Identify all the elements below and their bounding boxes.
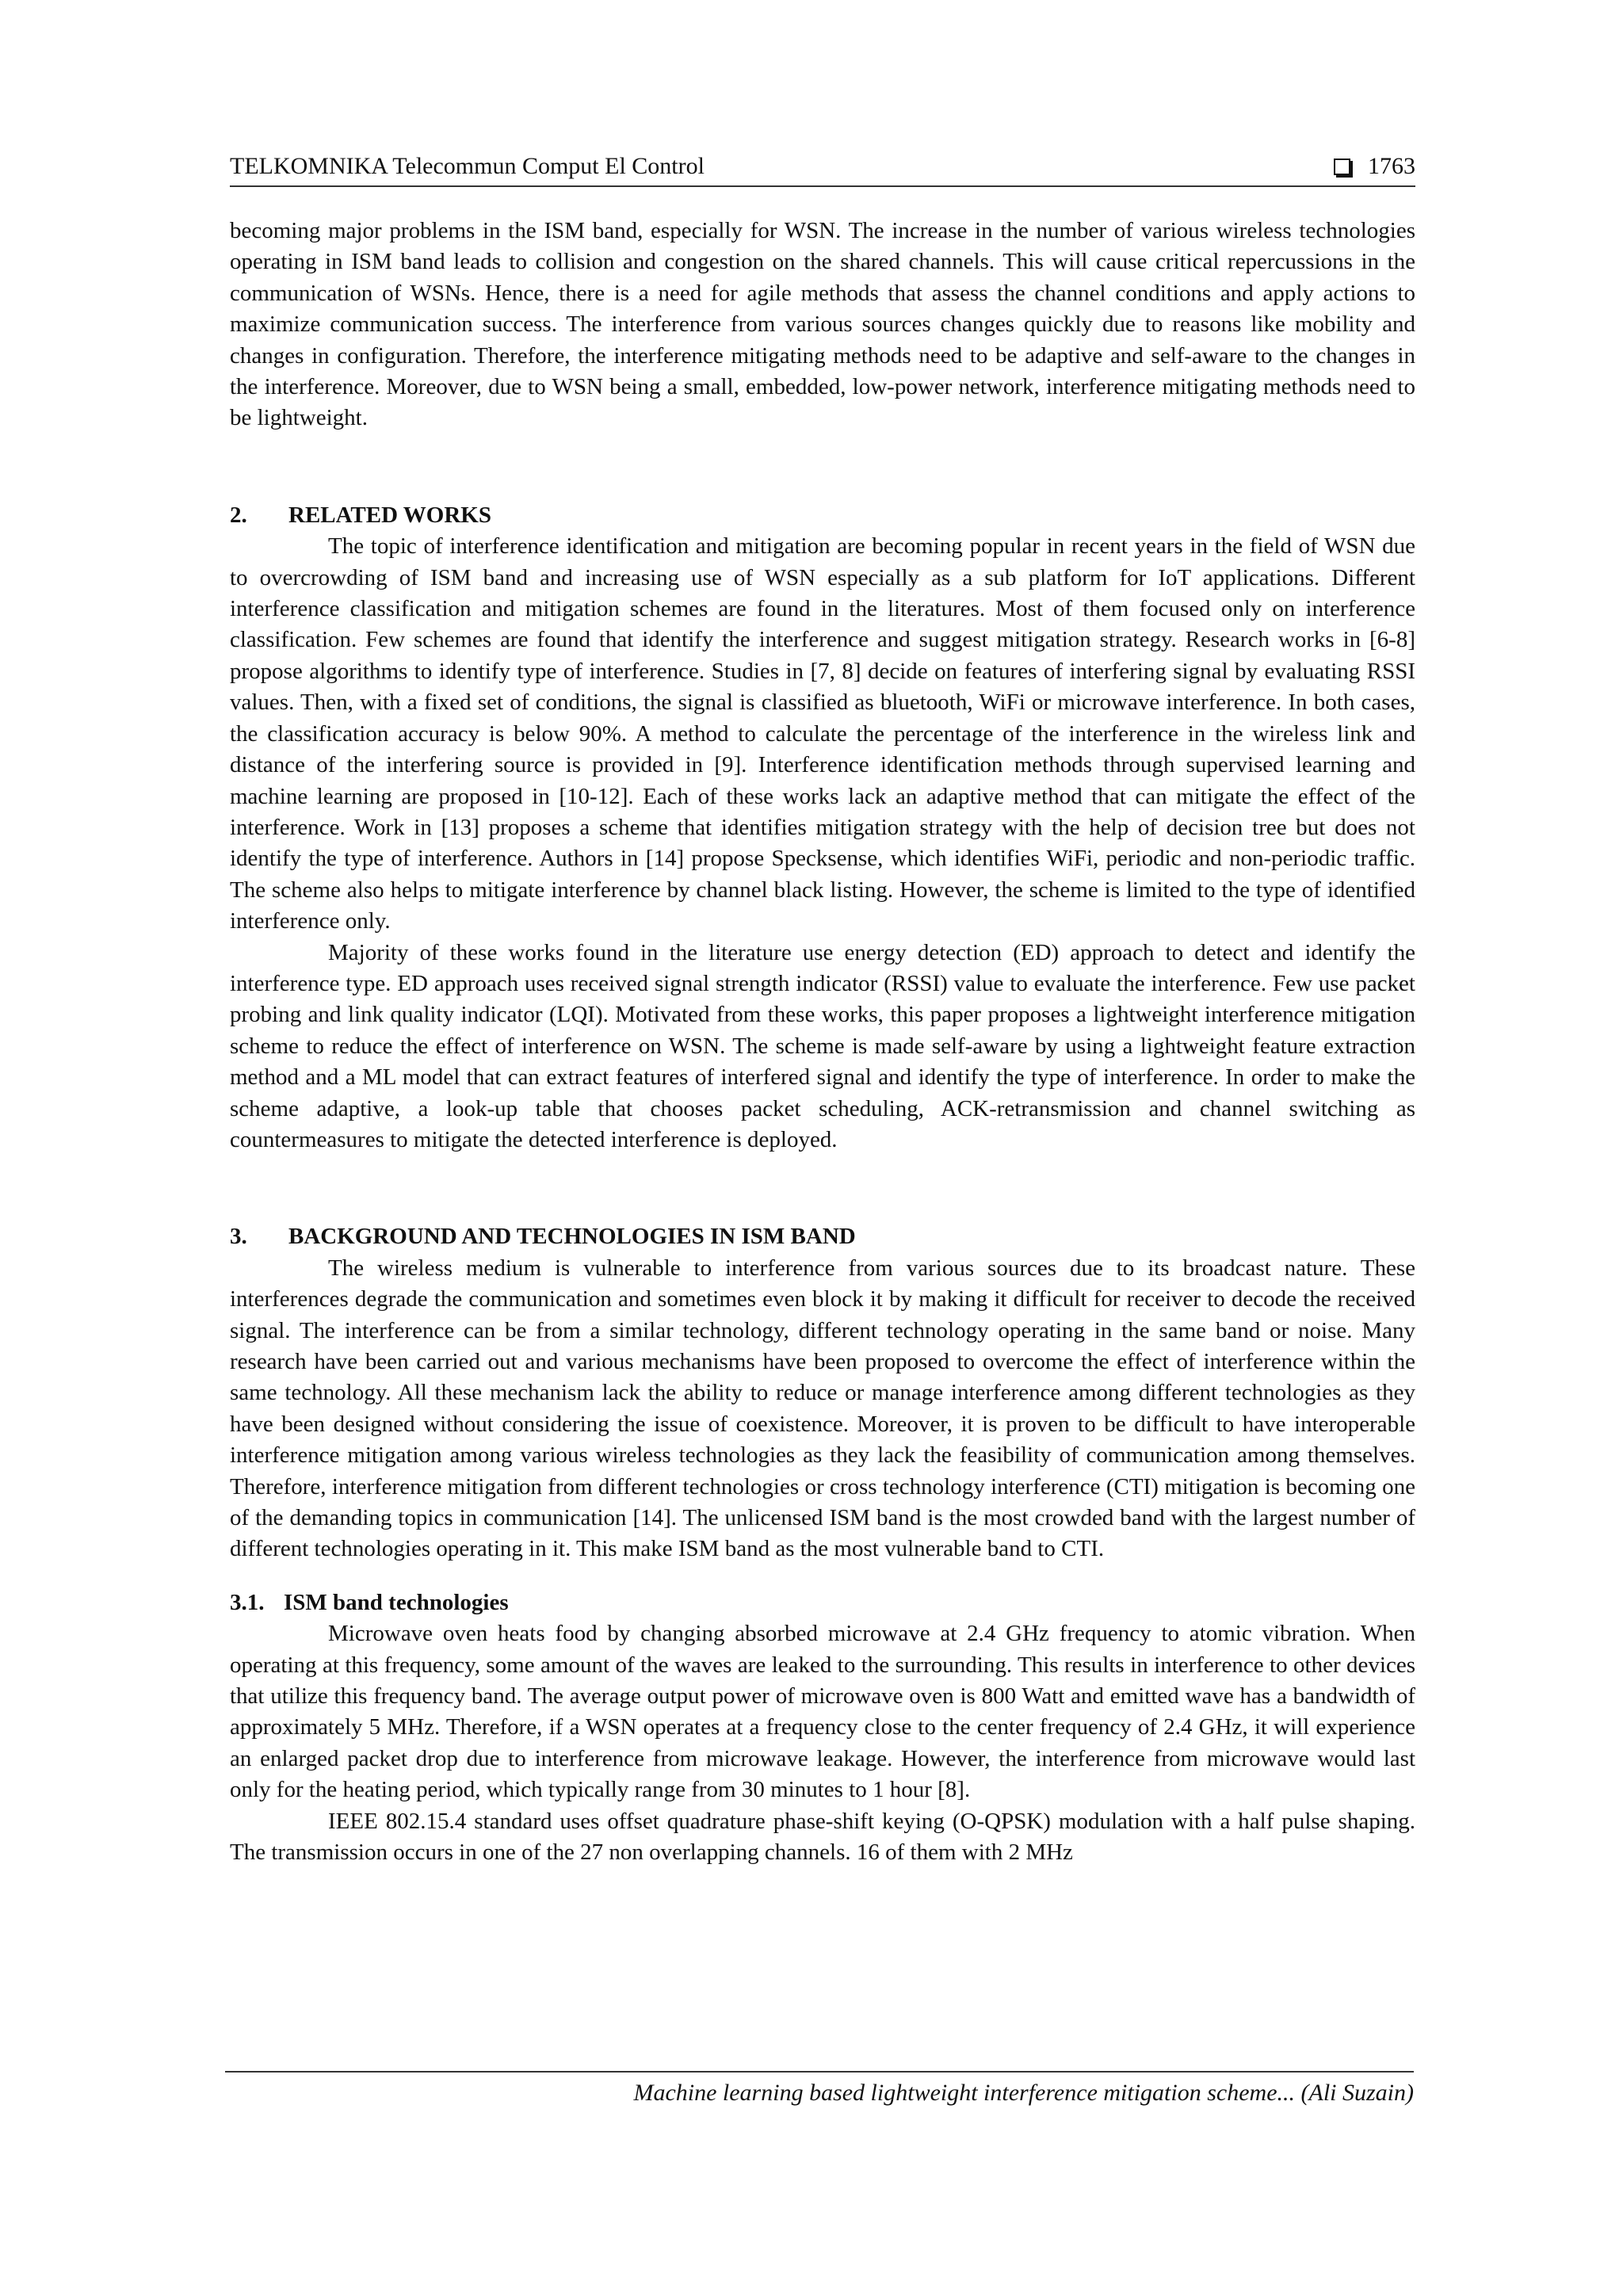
ism-paragraph-1: Microwave oven heats food by changing absorbed microwave at 2.4 GHz frequency to atomic vibration. When operating at this frequency, some amount of the waves are leaked to the surrounding. This results in interference to other devices that utilize this frequency band. The average output power of microwave oven is 800 Watt and emitted wave has a bandwidth of approximately 5 MHz. Therefore, if a WSN operates at a frequency close to the center frequency of 2.4 GHz, it will experience an enlarged packet drop due to interference from microwave leakage. However, the interference from microwave would last only for the heating period, which typically range from 30 minutes to 1 hour [8]. [230,1621,1415,1803]
body-content [230,216,1415,1869]
subsection-spacer [230,1565,1415,1587]
related-works-paragraph-2: Majority of these works found in the literature use energy detection (ED) approach to detect and identify the interference type. ED approach uses received signal strength indicator (RSSI) value to evaluate the interference. Few use packet probing and link quality indicator (LQI). Motivated from these works, this paper proposes a lightweight interference mitigation scheme to reduce the effect of interference on WSN. The scheme is made self-aware by using a lightweight feature extraction method and a ML model that can extract features of interfered signal and identify the type of interference. In order to make the scheme adaptive, a look-up table that chooses packet scheduling, ACK-retransmission and channel switching as countermeasures to mitigate the detected interference is deployed. [230,939,1415,1152]
running-footer [225,2071,1414,2109]
ism-paragraph-2: IEEE 802.15.4 standard uses offset quadrature phase-shift keying (O-QPSK) modulation with a half pulse shaping. The transmission occurs in one of the 27 non overlapping channels. 16 of them with 2 MHz [230,1808,1415,1866]
paper-page [230,151,1415,1869]
journal-name: TELKOMNIKA Telecommun Comput El Control [230,153,705,179]
section-title: RELATED WORKS [288,502,491,528]
section-number: 2. [230,502,247,528]
background-paragraph-1: The wireless medium is vulnerable to interference from various sources due to its broadcast nature. These interferences degrade the communication and sometimes even block it by making it difficult for receiver to decode the received signal. The interference can be from a similar technology, different technology operating in the same band or noise. Many research have been carried out and various mechanisms have been proposed to overcome the effect of interference within the same technology. All these mechanism lack the ability to reduce or manage interference among different technologies as they have been designed without considering the issue of coexistence. Moreover, it is proven to be difficult to have interoperable interference mitigation among various wireless technologies as they lack the feasibility of communication among themselves. Therefore, interference mitigation from different technologies or cross technology interference (CTI) mitigation is becoming one of the demanding topics in communication [14]. The unlicensed ISM band is the most crowded band with the largest number of different technologies operating in it. This make ISM band as the most vulnerable band to CTI. [230,1255,1415,1562]
footer-title: Machine learning based lightweight interference mitigation scheme... (Ali Suzain) [633,2080,1414,2106]
section-spacer [230,434,1415,500]
section-title: BACKGROUND AND TECHNOLOGIES IN ISM BAND [288,1224,856,1250]
related-works-paragraph-1: The topic of interference identification and mitigation are becoming popular in recent years in the field of WSN due to overcrowding of ISM band and increasing use of WSN especially as a sub platform for IoT applications. Different interference classification and mitigation schemes are found in the literatures. Most of them focused only on interference classification. Few schemes are found that identify the interference and suggest mitigation strategy. Research works in [6-8] propose algorithms to identify type of interference. Studies in [7, 8] decide on features of interfering signal by evaluating RSSI values. Then, with a fixed set of conditions, the signal is classified as bluetooth, WiFi or microwave interference. In both cases, the classification accuracy is below 90%. A method to calculate the percentage of the interference in the wireless link and distance of the interfering source is provided in [9]. Interference identification methods through supervised learning and machine learning are proposed in [10-12]. Each of these works lack an adaptive method that can mitigate the effect of the interference. Work in [13] proposes a scheme that identifies mitigation strategy with the help of decision tree but does not identify the type of interference. Authors in [14] propose Specksense, which identifies WiFi, periodic and non-periodic traffic. The scheme also helps to mitigate interference by channel black listing. However, the scheme is limited to the type of identified interference only. [230,533,1415,934]
intro-paragraph: becoming major problems in the ISM band, especially for WSN. The increase in the number of various wireless technologies operating in ISM band leads to collision and congestion on the shared channels. This will cause critical repercussions in the communication of WSNs. Hence, there is a need for agile methods that assess the channel conditions and apply actions to maximize communication success. The interference from various sources changes quickly due to reasons like mobility and changes in configuration. Therefore, the interference mitigating methods need to be adaptive and self-aware to the changes in the interference. Moreover, due to WSN being a small, embedded, low-power network, interference mitigating methods need to be lightweight. [230,218,1415,431]
subsection-title: ISM band technologies [284,1589,509,1615]
running-header [230,151,1415,187]
section-heading-related-works [230,500,1415,531]
page-number: 1763 [1368,153,1415,179]
section-heading-background [230,1221,1415,1252]
box-icon [1334,159,1350,175]
subsection-number: 3.1. [230,1589,265,1615]
page-number-block [1334,151,1415,182]
section-number: 3. [230,1224,247,1250]
section-spacer [230,1156,1415,1221]
subsection-heading-ism-band [230,1587,1415,1618]
